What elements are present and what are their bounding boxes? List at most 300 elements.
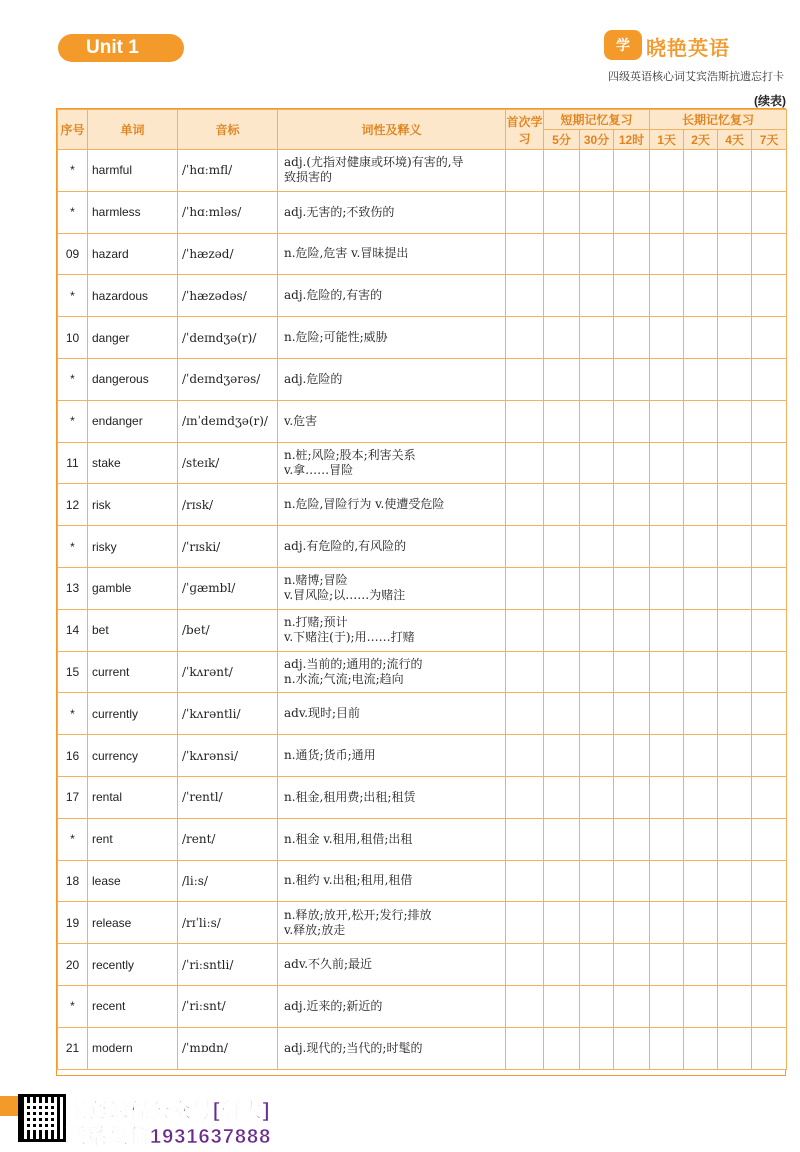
- checkin-cell[interactable]: [752, 693, 787, 735]
- row-number: *: [58, 526, 88, 568]
- row-phonetic: /bet/: [178, 609, 278, 651]
- table-row: [58, 526, 787, 568]
- definition-line: n.租金,租用费;出租;租赁: [284, 789, 416, 804]
- checkin-cell[interactable]: [718, 233, 752, 275]
- checkin-cell[interactable]: [650, 651, 684, 693]
- checkin-cell[interactable]: [650, 191, 684, 233]
- row-phonetic: /ˈkʌrənt/: [178, 651, 278, 693]
- row-number: 12: [58, 484, 88, 526]
- checkin-cell[interactable]: [614, 275, 650, 317]
- checkin-cell[interactable]: [684, 526, 718, 568]
- row-word: harmless: [88, 191, 178, 233]
- checkin-cell[interactable]: [718, 400, 752, 442]
- checkin-cell[interactable]: [506, 985, 544, 1027]
- header-slot-1day: 1天: [650, 130, 684, 150]
- checkin-cell[interactable]: [506, 609, 544, 651]
- row-number: 19: [58, 902, 88, 944]
- checkin-cell[interactable]: [684, 776, 718, 818]
- checkin-cell[interactable]: [718, 317, 752, 359]
- definition-line: adv.不久前;最近: [284, 957, 373, 972]
- checkin-cell[interactable]: [580, 735, 614, 777]
- vocab-sheet: [56, 108, 786, 1076]
- definition-line: adv.现时;目前: [284, 706, 361, 721]
- definition-line: adj.近来的;新近的: [284, 998, 383, 1013]
- checkin-cell[interactable]: [650, 317, 684, 359]
- checkin-cell[interactable]: [506, 233, 544, 275]
- checkin-cell[interactable]: [718, 442, 752, 484]
- row-word: rental: [88, 776, 178, 818]
- checkin-cell[interactable]: [752, 526, 787, 568]
- row-word: stake: [88, 442, 178, 484]
- checkin-cell[interactable]: [752, 275, 787, 317]
- row-number: *: [58, 358, 88, 400]
- checkin-cell[interactable]: [506, 776, 544, 818]
- checkin-cell[interactable]: [718, 944, 752, 986]
- checkin-cell[interactable]: [650, 400, 684, 442]
- table-row: [58, 567, 787, 609]
- checkin-cell[interactable]: [614, 651, 650, 693]
- checkin-cell[interactable]: [718, 985, 752, 1027]
- checkin-cell[interactable]: [718, 275, 752, 317]
- checkin-cell[interactable]: [506, 442, 544, 484]
- row-definition: [278, 317, 506, 359]
- checkin-cell[interactable]: [752, 985, 787, 1027]
- brand: [604, 30, 784, 62]
- definition-line: n.赌博;冒险: [284, 573, 348, 588]
- checkin-cell[interactable]: [752, 944, 787, 986]
- checkin-cell[interactable]: [650, 233, 684, 275]
- checkin-cell[interactable]: [684, 317, 718, 359]
- row-definition: [278, 609, 506, 651]
- checkin-cell[interactable]: [650, 526, 684, 568]
- checkin-cell[interactable]: [684, 191, 718, 233]
- checkin-cell[interactable]: [684, 400, 718, 442]
- checkin-cell[interactable]: [614, 776, 650, 818]
- checkin-cell[interactable]: [506, 150, 544, 192]
- checkin-cell[interactable]: [684, 150, 718, 192]
- checkin-cell[interactable]: [752, 317, 787, 359]
- row-phonetic: /ˈɡæmbl/: [178, 567, 278, 609]
- checkin-cell[interactable]: [752, 567, 787, 609]
- table-row: [58, 484, 787, 526]
- definition-line: v.下赌注(于);用……打赌: [284, 630, 415, 645]
- row-word: recently: [88, 944, 178, 986]
- checkin-cell[interactable]: [718, 818, 752, 860]
- checkin-cell[interactable]: [650, 567, 684, 609]
- row-definition: [278, 233, 506, 275]
- checkin-cell[interactable]: [614, 442, 650, 484]
- table-row: [58, 1027, 787, 1069]
- checkin-cell[interactable]: [544, 651, 580, 693]
- checkin-cell[interactable]: [614, 818, 650, 860]
- row-phonetic: /rɪsk/: [178, 484, 278, 526]
- checkin-cell[interactable]: [752, 860, 787, 902]
- checkin-cell[interactable]: [614, 400, 650, 442]
- checkin-cell[interactable]: [506, 735, 544, 777]
- checkin-cell[interactable]: [718, 526, 752, 568]
- row-number: *: [58, 985, 88, 1027]
- checkin-cell[interactable]: [506, 693, 544, 735]
- checkin-cell[interactable]: [544, 818, 580, 860]
- checkin-cell[interactable]: [684, 233, 718, 275]
- header-index: 序号: [58, 110, 88, 150]
- checkin-cell[interactable]: [580, 818, 614, 860]
- checkin-cell[interactable]: [506, 358, 544, 400]
- checkin-cell[interactable]: [544, 442, 580, 484]
- checkin-cell[interactable]: [580, 860, 614, 902]
- definition-line: adj.危险的,有害的: [284, 288, 383, 303]
- row-phonetic: /ˈrentl/: [178, 776, 278, 818]
- checkin-cell[interactable]: [580, 1027, 614, 1069]
- qr-code-icon: [18, 1094, 66, 1142]
- row-word: hazard: [88, 233, 178, 275]
- definition-line: n.水流;气流;电流;趋向: [284, 671, 404, 686]
- header-phonetic: 音标: [178, 110, 278, 150]
- row-word: release: [88, 902, 178, 944]
- table-row: [58, 609, 787, 651]
- checkin-cell[interactable]: [650, 735, 684, 777]
- definition-line: adj.无害的;不致伤的: [284, 204, 395, 219]
- table-row: [58, 442, 787, 484]
- checkin-cell[interactable]: [614, 150, 650, 192]
- row-definition: [278, 651, 506, 693]
- definition-line: v.拿……冒险: [284, 462, 354, 477]
- checkin-cell[interactable]: [544, 526, 580, 568]
- row-number: 14: [58, 609, 88, 651]
- checkin-cell[interactable]: [684, 985, 718, 1027]
- checkin-cell[interactable]: [506, 526, 544, 568]
- definition-line: n.租约 v.出租;租用,租借: [284, 873, 413, 888]
- row-definition: [278, 275, 506, 317]
- checkin-cell[interactable]: [718, 191, 752, 233]
- checkin-cell[interactable]: [580, 442, 614, 484]
- row-word: modern: [88, 1027, 178, 1069]
- checkin-cell[interactable]: [752, 358, 787, 400]
- checkin-cell[interactable]: [544, 902, 580, 944]
- row-number: 17: [58, 776, 88, 818]
- definition-line: n.危险;可能性;威胁: [284, 330, 388, 345]
- continued-label: (续表): [754, 94, 786, 108]
- checkin-cell[interactable]: [752, 442, 787, 484]
- row-phonetic: /ˈkʌrəntli/: [178, 693, 278, 735]
- row-word: currency: [88, 735, 178, 777]
- checkin-cell[interactable]: [614, 609, 650, 651]
- checkin-cell[interactable]: [684, 1027, 718, 1069]
- table-row: [58, 400, 787, 442]
- row-definition: [278, 358, 506, 400]
- page-subtitle: 四级英语核心词艾宾浩斯抗遗忘打卡: [608, 71, 784, 83]
- checkin-cell[interactable]: [544, 693, 580, 735]
- row-phonetic: /ˈkʌrənsi/: [178, 735, 278, 777]
- checkin-cell[interactable]: [506, 902, 544, 944]
- checkin-cell[interactable]: [650, 150, 684, 192]
- checkin-cell[interactable]: [650, 776, 684, 818]
- table-row: [58, 860, 787, 902]
- checkin-cell[interactable]: [580, 776, 614, 818]
- checkin-cell[interactable]: [752, 1027, 787, 1069]
- row-phonetic: /ˈhɑːmləs/: [178, 191, 278, 233]
- checkin-cell[interactable]: [614, 358, 650, 400]
- checkin-cell[interactable]: [718, 776, 752, 818]
- brand-logo-icon: 学: [604, 30, 642, 60]
- checkin-cell[interactable]: [614, 735, 650, 777]
- row-definition: [278, 776, 506, 818]
- checkin-cell[interactable]: [506, 944, 544, 986]
- row-definition: [278, 442, 506, 484]
- row-definition: [278, 526, 506, 568]
- header-slot-2day: 2天: [684, 130, 718, 150]
- row-word: currently: [88, 693, 178, 735]
- row-number: 21: [58, 1027, 88, 1069]
- checkin-cell[interactable]: [614, 902, 650, 944]
- table-row: [58, 317, 787, 359]
- checkin-cell[interactable]: [752, 191, 787, 233]
- checkin-cell[interactable]: [544, 567, 580, 609]
- checkin-cell[interactable]: [580, 150, 614, 192]
- checkin-cell[interactable]: [684, 902, 718, 944]
- checkin-cell[interactable]: [544, 944, 580, 986]
- definition-line: n.危险,冒险行为 v.使遭受危险: [284, 497, 445, 512]
- checkin-cell[interactable]: [544, 358, 580, 400]
- row-word: rent: [88, 818, 178, 860]
- checkin-cell[interactable]: [684, 484, 718, 526]
- checkin-cell[interactable]: [544, 1027, 580, 1069]
- definition-line: v.危害: [284, 413, 318, 428]
- checkin-cell[interactable]: [752, 651, 787, 693]
- definition-line: v.释放;放走: [284, 922, 346, 937]
- checkin-cell[interactable]: [684, 609, 718, 651]
- checkin-cell[interactable]: [580, 944, 614, 986]
- checkin-cell[interactable]: [718, 150, 752, 192]
- checkin-cell[interactable]: [544, 776, 580, 818]
- table-row: [58, 358, 787, 400]
- row-number: 13: [58, 567, 88, 609]
- header-word: 单词: [88, 110, 178, 150]
- definition-line: adj.现代的;当代的;时髦的: [284, 1040, 423, 1055]
- checkin-cell[interactable]: [506, 191, 544, 233]
- checkin-cell[interactable]: [614, 484, 650, 526]
- row-phonetic: /ˈrɪski/: [178, 526, 278, 568]
- checkin-cell[interactable]: [544, 484, 580, 526]
- checkin-cell[interactable]: [544, 400, 580, 442]
- checkin-cell[interactable]: [650, 860, 684, 902]
- checkin-cell[interactable]: [650, 484, 684, 526]
- checkin-cell[interactable]: [752, 818, 787, 860]
- checkin-cell[interactable]: [580, 902, 614, 944]
- row-number: *: [58, 400, 88, 442]
- row-word: gamble: [88, 567, 178, 609]
- checkin-cell[interactable]: [506, 860, 544, 902]
- checkin-cell[interactable]: [506, 275, 544, 317]
- checkin-cell[interactable]: [650, 609, 684, 651]
- checkin-cell[interactable]: [650, 944, 684, 986]
- row-phonetic: /ˈriːsntli/: [178, 944, 278, 986]
- checkin-cell[interactable]: [614, 191, 650, 233]
- checkin-cell[interactable]: [580, 693, 614, 735]
- checkin-cell[interactable]: [544, 735, 580, 777]
- checkin-cell[interactable]: [752, 233, 787, 275]
- header-slot-5min: 5分: [544, 130, 580, 150]
- checkin-cell[interactable]: [614, 860, 650, 902]
- row-number: *: [58, 191, 88, 233]
- row-phonetic: /ˈriːsnt/: [178, 985, 278, 1027]
- checkin-cell[interactable]: [580, 609, 614, 651]
- checkin-cell[interactable]: [650, 275, 684, 317]
- checkin-cell[interactable]: [544, 609, 580, 651]
- definition-line: n.租金 v.租用,租借;出租: [284, 831, 413, 846]
- checkin-cell[interactable]: [614, 944, 650, 986]
- row-definition: [278, 191, 506, 233]
- checkin-cell[interactable]: [718, 651, 752, 693]
- checkin-cell[interactable]: [650, 1027, 684, 1069]
- checkin-cell[interactable]: [506, 484, 544, 526]
- checkin-cell[interactable]: [752, 400, 787, 442]
- checkin-cell[interactable]: [718, 860, 752, 902]
- checkin-cell[interactable]: [580, 526, 614, 568]
- checkin-cell[interactable]: [506, 1027, 544, 1069]
- checkin-cell[interactable]: [580, 275, 614, 317]
- checkin-cell[interactable]: [650, 693, 684, 735]
- checkin-cell[interactable]: [544, 275, 580, 317]
- checkin-cell[interactable]: [544, 317, 580, 359]
- header-short-term: 短期记忆复习: [544, 110, 650, 130]
- checkin-cell[interactable]: [580, 651, 614, 693]
- unit-tab: Unit 1: [58, 34, 184, 62]
- checkin-cell[interactable]: [580, 567, 614, 609]
- row-word: dangerous: [88, 358, 178, 400]
- checkin-cell[interactable]: [650, 818, 684, 860]
- checkin-cell[interactable]: [684, 693, 718, 735]
- vocab-table: [57, 109, 787, 1070]
- checkin-cell[interactable]: [684, 944, 718, 986]
- row-word: hazardous: [88, 275, 178, 317]
- header-slot-12h: 12时: [614, 130, 650, 150]
- checkin-cell[interactable]: [752, 484, 787, 526]
- checkin-cell[interactable]: [718, 609, 752, 651]
- checkin-cell[interactable]: [614, 567, 650, 609]
- checkin-cell[interactable]: [580, 484, 614, 526]
- header-slot-7day: 7天: [752, 130, 787, 150]
- row-definition: [278, 860, 506, 902]
- row-number: *: [58, 150, 88, 192]
- promo-line-1: 配套课程公众号[研大]: [66, 1100, 271, 1122]
- checkin-cell[interactable]: [506, 317, 544, 359]
- checkin-cell[interactable]: [614, 317, 650, 359]
- row-word: endanger: [88, 400, 178, 442]
- row-word: lease: [88, 860, 178, 902]
- row-number: 11: [58, 442, 88, 484]
- row-number: 18: [58, 860, 88, 902]
- checkin-cell[interactable]: [684, 358, 718, 400]
- checkin-cell[interactable]: [718, 1027, 752, 1069]
- checkin-cell[interactable]: [506, 567, 544, 609]
- header-first-study: 首次学习: [506, 110, 544, 150]
- checkin-cell[interactable]: [544, 985, 580, 1027]
- row-phonetic: /liːs/: [178, 860, 278, 902]
- row-phonetic: /ˈhæzədəs/: [178, 275, 278, 317]
- checkin-cell[interactable]: [650, 985, 684, 1027]
- row-number: 09: [58, 233, 88, 275]
- table-row: [58, 944, 787, 986]
- row-word: risk: [88, 484, 178, 526]
- checkin-cell[interactable]: [614, 233, 650, 275]
- checkin-cell[interactable]: [614, 526, 650, 568]
- checkin-cell[interactable]: [684, 442, 718, 484]
- row-phonetic: /steɪk/: [178, 442, 278, 484]
- checkin-cell[interactable]: [506, 651, 544, 693]
- row-definition: [278, 818, 506, 860]
- checkin-cell[interactable]: [718, 735, 752, 777]
- table-row: [58, 735, 787, 777]
- checkin-cell[interactable]: [544, 191, 580, 233]
- checkin-cell[interactable]: [544, 233, 580, 275]
- table-row: [58, 651, 787, 693]
- row-phonetic: /ˈmɒdn/: [178, 1027, 278, 1069]
- definition-line: adj.(尤指对健康或环境)有害的,导: [284, 155, 464, 170]
- checkin-cell[interactable]: [580, 400, 614, 442]
- checkin-cell[interactable]: [650, 902, 684, 944]
- checkin-cell[interactable]: [718, 567, 752, 609]
- row-word: current: [88, 651, 178, 693]
- row-definition: [278, 567, 506, 609]
- checkin-cell[interactable]: [752, 609, 787, 651]
- checkin-cell[interactable]: [718, 484, 752, 526]
- checkin-cell[interactable]: [684, 818, 718, 860]
- checkin-cell[interactable]: [580, 317, 614, 359]
- row-definition: [278, 1027, 506, 1069]
- checkin-cell[interactable]: [650, 442, 684, 484]
- row-phonetic: /rɪˈliːs/: [178, 902, 278, 944]
- header-definition: 词性及释义: [278, 110, 506, 150]
- checkin-cell[interactable]: [580, 191, 614, 233]
- checkin-cell[interactable]: [544, 150, 580, 192]
- checkin-cell[interactable]: [684, 651, 718, 693]
- checkin-cell[interactable]: [752, 902, 787, 944]
- checkin-cell[interactable]: [544, 860, 580, 902]
- row-number: *: [58, 275, 88, 317]
- checkin-cell[interactable]: [718, 902, 752, 944]
- checkin-cell[interactable]: [650, 358, 684, 400]
- checkin-cell[interactable]: [614, 985, 650, 1027]
- checkin-cell[interactable]: [752, 735, 787, 777]
- table-row: [58, 818, 787, 860]
- checkin-cell[interactable]: [614, 1027, 650, 1069]
- checkin-cell[interactable]: [684, 735, 718, 777]
- checkin-cell[interactable]: [752, 776, 787, 818]
- checkin-cell[interactable]: [752, 150, 787, 192]
- checkin-cell[interactable]: [580, 358, 614, 400]
- definition-line: v.冒风险;以……为赌注: [284, 588, 406, 603]
- checkin-cell[interactable]: [506, 818, 544, 860]
- row-word: risky: [88, 526, 178, 568]
- checkin-cell[interactable]: [506, 400, 544, 442]
- table-row: [58, 150, 787, 192]
- table-row: [58, 985, 787, 1027]
- checkin-cell[interactable]: [614, 693, 650, 735]
- checkin-cell[interactable]: [684, 275, 718, 317]
- checkin-cell[interactable]: [580, 985, 614, 1027]
- brand-name: 晓艳英语: [646, 38, 730, 60]
- definition-line: n.桩;风险;股本;利害关系: [284, 447, 416, 462]
- checkin-cell[interactable]: [580, 233, 614, 275]
- checkin-cell[interactable]: [718, 358, 752, 400]
- row-word: danger: [88, 317, 178, 359]
- definition-line: n.通货;货币;通用: [284, 748, 376, 763]
- checkin-cell[interactable]: [684, 567, 718, 609]
- row-definition: [278, 735, 506, 777]
- checkin-cell[interactable]: [684, 860, 718, 902]
- checkin-cell[interactable]: [718, 693, 752, 735]
